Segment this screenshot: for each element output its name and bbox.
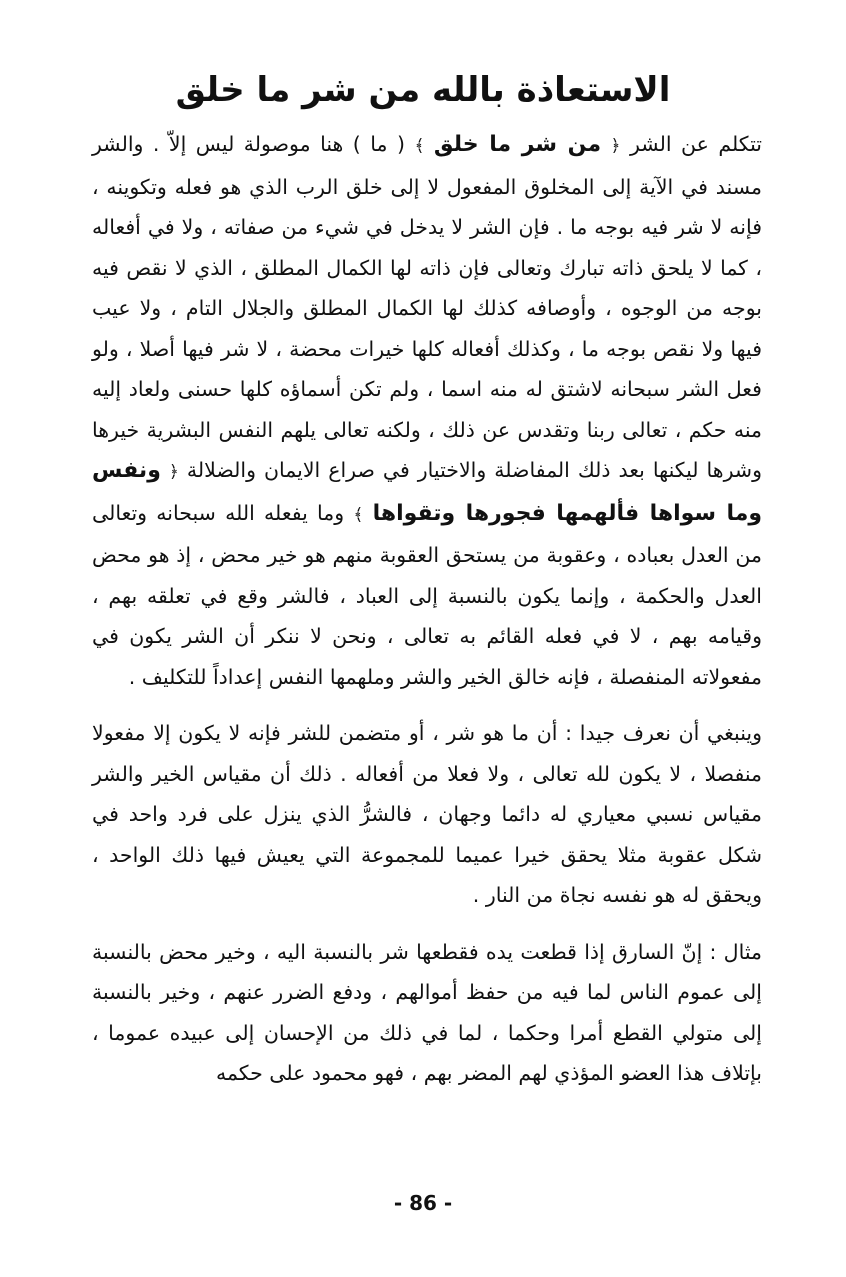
quran-quote: من شر ما خلق <box>433 132 602 157</box>
page-title: الاستعاذة بالله من شر ما خلق <box>175 70 671 110</box>
paragraph-3: مثال : إنّ السارق إذا قطعت يده فقطعها شر بالنسبة اليه ، وخير محض بالنسبة إلى عموم الناس لما فيه من حفظ أموالهم ، ودفع الضرر عنهم ، وخير بالنسبة إلى متولي القطع أمرا وحكما ، لما في ذلك من الإحسان إلى عبيده عموما ، بإتلاف هذا العضو المؤذي لهم المضر بهم ، فهو محمود على حكمه <box>92 939 762 1085</box>
text-run: ( ما ) هنا موصولة ليس إلاّ . والشر مسند في الآية إلى المخلوق المفعول لا إلى خلق الرب الذي هو فعله وتكوينه ، فإنه لا شر فيه بوجه ما . فإن الشر لا يدخل في شيء من صفاته ، ولا في أفعاله ، كما لا يلحق ذاته تبارك وتعالى فإن ذاته لها الكمال المطلق ، الذي لا نقص فيه بوجه من الوجوه ، وأوصافه كذلك لها الكمال المطلق والجلال التام ، ولا عيب فيها ولا نقص بوجه ما ، وكذلك أفعاله كلها خيرات محضة ، لا شر فيها أصلا ، ولو فعل الشر سبحانه لاشتق له منه اسما ، ولم تكن أسماؤه كلها حسنى ولعاد إليه منه حكم ، تعالى ربنا وتقدس عن ذلك ، ولكنه تعالى يلهم النفس البشرية خيرها وشرها ليكنها بعد ذلك المفاضلة والاختيار في صراع الايمان والضلالة <box>92 132 762 482</box>
body-text <box>92 124 762 1094</box>
text-run: وما يفعله الله سبحانه وتعالى من العدل بعباده ، وعقوبة من يستحق العقوبة منهم هو خير محض ، إذ هو محض العدل والحكمة ، وإنما يكون بالنسبة إلى العباد ، فالشر وقع في تعلقه بهم ، وقيامه بهم ، لا في فعله القائم به تعالى ، ونحن لا ننكر أن الشر يكون في مفعولاته المنفصلة ، فإنه خالق الخير والشر وملهمها النفس إعداداً للتكليف . <box>92 500 762 689</box>
paragraph-1 <box>92 124 762 697</box>
quran-bracket-close: ﴾ <box>353 504 364 525</box>
page-number: - 86 - <box>393 1191 453 1215</box>
quran-bracket-open: ﴿ <box>168 462 179 482</box>
quran-quote: ونفس وما سواها فألهمها فجورها وتقواها <box>92 458 762 526</box>
quran-bracket-open: ﴿ <box>610 136 621 156</box>
text-run: تتكلم عن الشر <box>630 132 762 156</box>
quran-bracket-close: ﴾ <box>414 136 425 156</box>
paragraph-2: وينبغي أن نعرف جيدا : أن ما هو شر ، أو متضمن للشر فإنه لا يكون إلا مفعولا منفصلا ، لا يكون لله تعالى ، ولا فعلا من أفعاله . ذلك أن مقياس الخير والشر مقياس نسبي معياري له دائما وجهان ، فالشرُّ الذي ينزل على فرد واحد في شكل عقوبة مثلا يحقق خيرا عميما للمجموعة التي يعيش فيها ذلك الواحد ، ويحقق له هو نفسه نجاة من النار . <box>92 721 762 907</box>
